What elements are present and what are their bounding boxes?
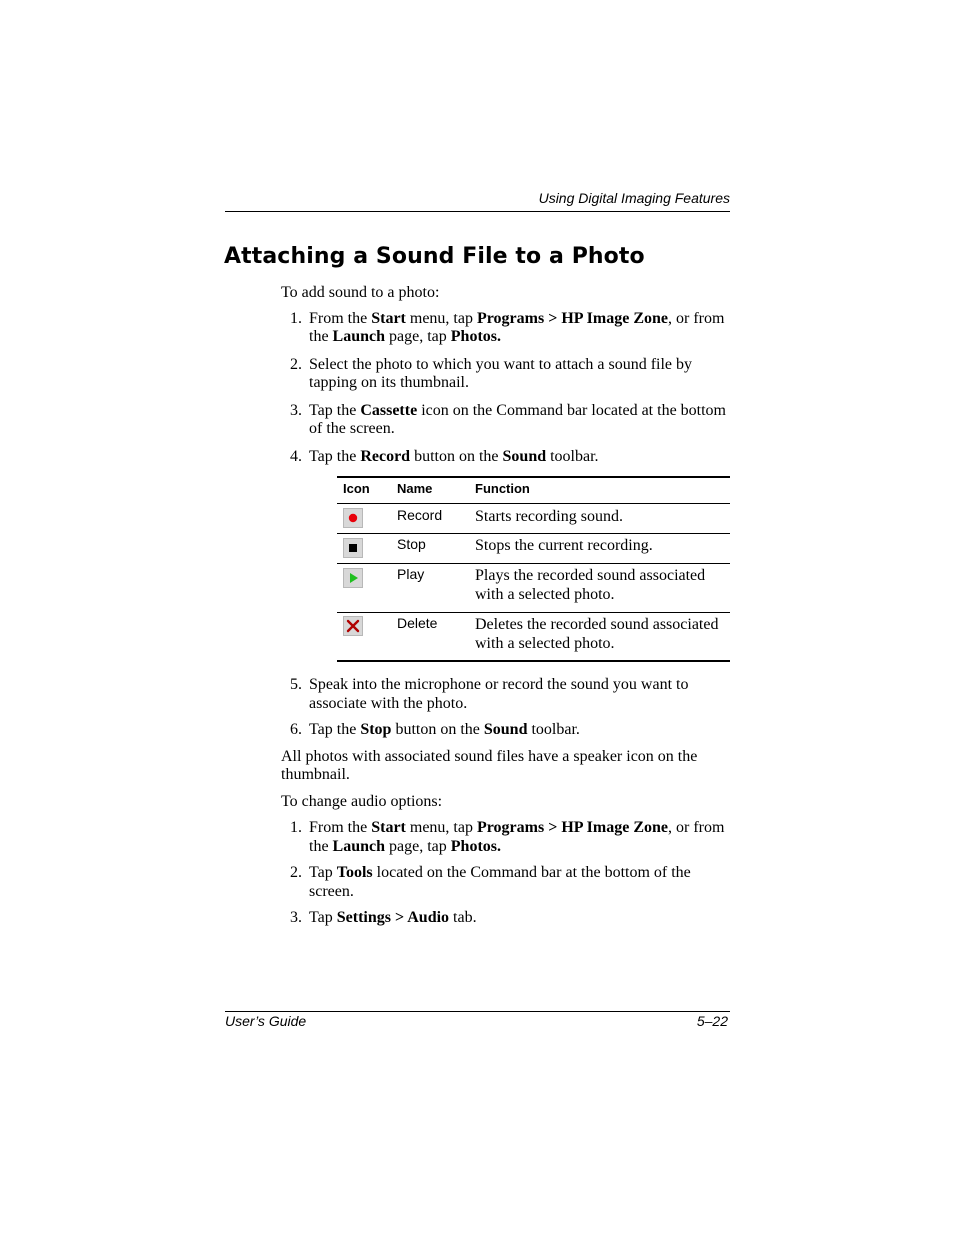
header-rule [225,211,730,212]
step-number: 3. [290,401,302,419]
audio-options-steps [281,819,733,928]
icon-cell [337,504,397,534]
function-cell: Plays the recorded sound associated with a selected photo. [475,564,730,613]
menu-term: Start [371,309,406,327]
list-item [281,310,733,347]
stop-icon [343,538,363,558]
page-footer [225,1013,730,1029]
step-text: toolbar. [527,721,580,738]
menu-term: Stop [360,721,392,738]
step-text: button on the [391,721,484,738]
running-head: Using Digital Imaging Features [538,190,730,206]
step-number: 5. [290,676,302,693]
step-text: located on the Command bar at the bottom of the screen. [309,864,691,900]
body-column-lower [281,676,733,928]
name-cell: Delete [397,615,438,631]
list-item [281,819,733,856]
menu-term: Record [360,447,411,465]
menu-term: Photos. [450,328,501,345]
menu-term: Start [371,819,406,836]
step-number: 4. [290,447,302,465]
step-text: Speak into the microphone or record the sound you want to associate with the photo. [309,676,689,712]
menu-term: Audio [407,909,450,926]
play-icon [343,568,363,588]
step-text: Tap the [309,721,361,738]
step-text: , or from the [309,819,725,855]
menu-term: Programs [476,309,545,327]
step-text: Tap the [309,401,361,419]
body-column [281,284,733,466]
step-text: menu, tap [405,819,477,836]
function-cell: Deletes the recorded sound associated with a selected photo. [475,616,719,652]
step-text: tab. [449,909,477,926]
menu-term: Settings [336,909,391,926]
intro-paragraph: To add sound to a photo: [281,284,440,301]
step-text: menu, tap [405,309,477,327]
step-text: Tap [309,864,337,881]
list-item [281,402,733,439]
column-header-function: Function [475,477,730,504]
list-item [281,676,733,713]
column-header-name: Name [397,477,475,504]
audio-intro: To change audio options: [281,792,443,810]
table-row [337,564,730,613]
function-cell: Starts recording sound. [475,504,730,534]
record-steps-continued [281,676,733,740]
icon-cell [337,613,397,662]
menu-term: Photos. [450,837,501,855]
icon-cell [337,564,397,613]
menu-separator: > [391,909,408,926]
menu-separator: > [544,309,562,327]
icon-cell [337,534,397,564]
name-cell: Record [397,504,475,534]
page-title: Attaching a Sound File to a Photo [224,244,645,269]
column-header-icon: Icon [337,477,397,504]
menu-separator: > [544,819,562,836]
step-number: 2. [290,864,302,881]
list-item [281,909,733,928]
step-text: page, tap [385,837,451,855]
sound-toolbar-table [337,476,730,662]
table-row [337,534,730,564]
step-text: button on the [410,447,503,465]
menu-term: Programs [476,819,545,836]
menu-term: Sound [483,721,528,738]
step-text: From the [309,819,372,836]
footer-rule [225,1011,730,1012]
step-text: page, tap [385,328,451,345]
step-text: From the [309,309,372,327]
step-text: , or from the [309,309,725,345]
menu-term: Launch [332,328,386,345]
list-item [281,448,733,467]
menu-term: HP Image Zone [561,819,669,836]
step-text: toolbar. [546,447,599,465]
page-number: 5–22 [696,1013,728,1029]
function-cell: Stops the current recording. [475,534,730,564]
table-row [337,613,730,662]
record-icon [343,508,363,528]
name-cell: Stop [397,534,475,564]
table-header-row [337,477,730,504]
list-item [281,721,733,740]
table-row [337,504,730,534]
step-number: 1. [290,819,302,836]
delete-icon [343,616,363,636]
menu-term: Tools [336,864,373,881]
step-number: 6. [290,721,302,738]
step-number: 3. [290,909,302,926]
list-item [281,356,733,393]
list-item [281,864,733,901]
menu-term: Launch [332,837,386,855]
step-number: 2. [290,355,302,373]
step-text: icon on the Command bar located at the bottom of the screen. [309,401,726,437]
menu-term: HP Image Zone [561,309,669,327]
footer-guide-title: User’s Guide [225,1013,307,1029]
menu-term: Sound [502,447,547,465]
step-text: Tap [309,909,337,926]
step-text: Tap the [309,447,361,465]
add-sound-steps [281,310,733,467]
step-number: 1. [290,309,302,327]
name-cell: Play [397,564,475,613]
speaker-note: All photos with associated sound files have a speaker icon on the thumbnail. [281,747,698,783]
step-text: Select the photo to which you want to attach a sound file by tapping on its thumbnail. [309,355,693,391]
menu-term: Cassette [360,401,418,419]
